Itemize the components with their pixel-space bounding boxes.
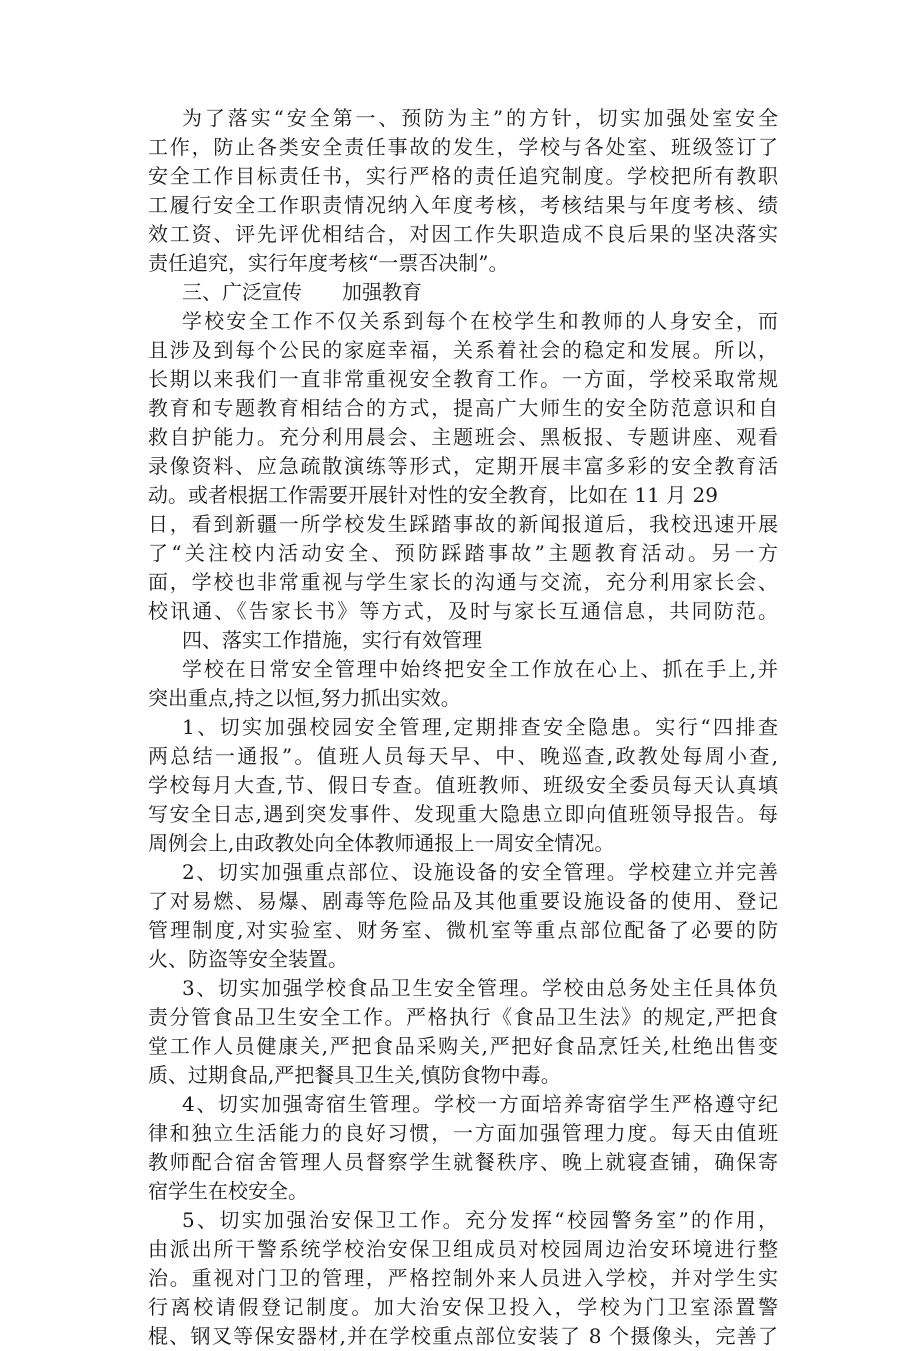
text-line: 周例会上,由政教处向全体教师通报上一周安全情况。: [148, 831, 615, 855]
text-line: 3、切实加强学校食品卫生安全管理。学校由总务处主任具体负: [182, 976, 778, 1000]
text-line: 4、切实加强寄宿生管理。学校一方面培养寄宿学生严格遵守纪: [182, 1092, 778, 1116]
text-line: 宿学生在校安全。: [148, 1179, 308, 1203]
text-line: 律和独立生活能力的良好习惯，一方面加强管理力度。每天由值班: [148, 1121, 778, 1145]
document-body: [148, 104, 778, 1351]
text-line: 工履行安全工作职责情况纳入年度考核，考核结果与年度考核、绩: [148, 193, 778, 217]
text-line: 动。或者根据工作需要开展针对性的安全教育，比如在 11 月 29: [148, 483, 718, 507]
text-line: 质、过期食品,严把餐具卫生关,慎防食物中毒。: [148, 1063, 561, 1087]
text-line: 教师配合宿舍管理人员督察学生就餐秩序、晚上就寝查铺，确保寄: [148, 1150, 778, 1174]
text-line: 写安全日志,遇到突发事件、发现重大隐患立即向值班领导报告。每: [148, 802, 778, 826]
text-line: 安全工作目标责任书，实行严格的责任追究制度。学校把所有教职: [148, 164, 778, 188]
text-line: 效工资、评先评优相结合，对因工作失职造成不良后果的坚决落实: [148, 222, 778, 246]
text-line: 突出重点,持之以恒,努力抓出实效。: [148, 686, 461, 710]
text-line: 1、切实加强校园安全管理,定期排查安全隐患。实行“四排查: [182, 715, 778, 739]
text-line: 面，学校也非常重视与学生家长的沟通与交流，充分利用家长会、: [148, 570, 778, 594]
text-line: 四、落实工作措施，实行有效管理: [182, 628, 482, 652]
text-line: 棍、钢叉等保安器材,并在学校重点部位安装了 8 个摄像头，完善了: [148, 1324, 778, 1348]
text-line: 日，看到新疆一所学校发生踩踏事故的新闻报道后，我校迅速开展: [148, 512, 778, 536]
text-line: 学校每月大查,节、假日专查。值班教师、班级安全委员每天认真填: [148, 773, 778, 797]
text-line: 治。重视对门卫的管理，严格控制外来人员进入学校，并对学生实: [148, 1266, 778, 1290]
text-line: 录像资料、应急疏散演练等形式，定期开展丰富多彩的安全教育活: [148, 454, 778, 478]
text-line: 两总结一通报”。值班人员每天早、中、晚巡查,政教处每周小查,: [148, 744, 778, 768]
text-line: 教育和专题教育相结合的方式，提高广大师生的安全防范意识和自: [148, 396, 778, 420]
text-line: 5、切实加强治安保卫工作。充分发挥“校园警务室”的作用，: [182, 1208, 778, 1232]
text-line: 行离校请假登记制度。加大治安保卫投入，学校为门卫室添置警: [148, 1295, 778, 1319]
text-line: 且涉及到每个公民的家庭幸福，关系着社会的稳定和发展。所以，: [148, 338, 778, 362]
text-line: 为了落实“安全第一、预防为主”的方针，切实加强处室安全: [182, 106, 778, 130]
text-line: 工作，防止各类安全责任事故的发生，学校与各处室、班级签订了: [148, 135, 778, 159]
text-line: 责分管食品卫生安全工作。严格执行《食品卫生法》的规定,严把食: [148, 1005, 778, 1029]
text-line: 管理制度,对实验室、财务室、微机室等重点部位配备了必要的防: [148, 918, 778, 942]
text-line: 救自护能力。充分利用晨会、主题班会、黑板报、专题讲座、观看: [148, 425, 778, 449]
text-line: 学校安全工作不仅关系到每个在校学生和教师的人身安全，而: [182, 309, 778, 333]
text-line: 了对易燃、易爆、剧毒等危险品及其他重要设施设备的使用、登记: [148, 889, 778, 913]
text-line: 责任追究，实行年度考核“一票否决制”。: [148, 251, 509, 275]
text-line: 校讯通、《告家长书》等方式，及时与家长互通信息，共同防范。: [148, 599, 778, 623]
text-line: 火、防盗等安全装置。: [148, 947, 348, 971]
text-line: 长期以来我们一直非常重视安全教育工作。一方面，学校采取常规: [148, 367, 778, 391]
text-line: 由派出所干警系统学校治安保卫组成员对校园周边治安环境进行整: [148, 1237, 778, 1261]
text-line: 了“关注校内活动安全、预防踩踏事故”主题教育活动。另一方: [148, 541, 778, 565]
text-line: 堂工作人员健康关,严把食品采购关,严把好食品烹饪关,杜绝出售变: [148, 1034, 778, 1058]
text-line: 三、广泛宣传 加强教育: [182, 280, 422, 304]
text-line: 2、切实加强重点部位、设施设备的安全管理。学校建立并完善: [182, 860, 778, 884]
text-line: 学校在日常安全管理中始终把安全工作放在心上、抓在手上,并: [182, 657, 778, 681]
